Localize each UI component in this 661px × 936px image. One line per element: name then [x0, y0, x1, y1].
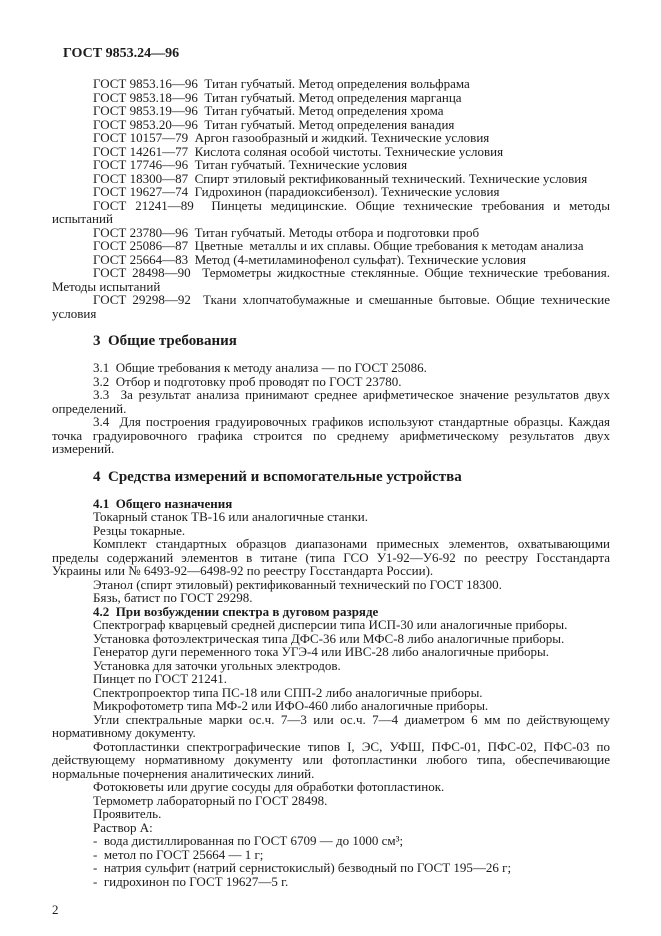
subsection-4-1-heading: 4.1 Общего назначения [93, 495, 233, 511]
reference-item-9: ГОСТ 19627—74 Гидрохинон (парадиоксибензол). Технические условия [93, 184, 500, 199]
reference-item-11: ГОСТ 23780—96 Титан губчатый. Методы отбора и подготовки проб [93, 224, 480, 240]
paragraph-4-1-b: Резцы токарные. [93, 522, 186, 538]
paragraph-3-4: 3.4 Для построения градуировочных графиков используют стандартные образцы. Каждая точка градуировочного графика строится по среднему арифметическому результатов двух измерений. [52, 414, 614, 456]
reference-item-7: ГОСТ 17746—96 Титан губчатый. Технические условия [93, 157, 408, 172]
solution-item-2: - метол по ГОСТ 25664 — 1 г; [93, 846, 264, 862]
reference-item-2: ГОСТ 9853.18—96 Титан губчатый. Метод определения марганца [93, 89, 462, 105]
section-3-body [52, 360, 614, 456]
paragraph-4-2-i: Фотопластинки спектрографические типов I, ЭС, УФШ, ПФС-01, ПФС-02, ПФС-03 по действующему нормативному документу или фотопластинки любого типа, обеспечивающие нормальные почернения аналитических линий. [52, 738, 614, 781]
reference-item-6: ГОСТ 14261—77 Кислота соляная особой чистоты. Технические условия [93, 143, 504, 159]
solution-item-1: - вода дистиллированная по ГОСТ 6709 — до 1000 см³; [93, 833, 404, 848]
document-header: ГОСТ 9853.24—96 [63, 46, 180, 61]
reference-item-12: ГОСТ 25086—87 Цветные металлы и их сплавы. Общие требования к методам анализа [93, 238, 584, 253]
paragraph-4-1-c: Комплект стандартных образцов диапазонами примесных элементов, охватывающими пределы содержаний элементов в титане (типа ГСО У1-92—У6-92 по реестру Госстандарта Украины или № 6493-92—6498-92 по реестру Госстандарта России). [52, 536, 614, 578]
paragraph-4-2-a: Спектрограф кварцевый средней дисперсии типа ИСП-30 или аналогичные приборы. [93, 617, 568, 632]
reference-item-8: ГОСТ 18300—87 Спирт этиловый ректификованный технический. Технические условия [93, 170, 588, 186]
paragraph-4-2-f: Спектропроектор типа ПС-18 или СПП-2 либо аналогичные приборы. [93, 684, 483, 700]
paragraph-4-2-e: Пинцет по ГОСТ 21241. [93, 671, 228, 686]
paragraph-4-2-m: Раствор А: [93, 819, 153, 835]
paragraph-4-1-e: Бязь, батист по ГОСТ 29298. [93, 590, 253, 605]
paragraph-4-1-d: Этанол (спирт этиловый) ректификованный технический по ГОСТ 18300. [93, 576, 502, 592]
reference-item-1: ГОСТ 9853.16—96 Титан губчатый. Метод определения вольфрама [93, 76, 470, 91]
paragraph-4-2-h: Угли спектральные марки ос.ч. 7—3 или ос.ч. 7—4 диаметром 6 мм по действующему нормативному документу. [52, 711, 614, 740]
reference-item-10: ГОСТ 21241—89 Пинцеты медицинские. Общие технические требования и методы испытаний [52, 197, 614, 226]
paragraph-4-2-l: Проявитель. [93, 806, 162, 821]
reference-item-14: ГОСТ 28498—90 Термометры жидкостные стеклянные. Общие технические требования. Методы испытаний [52, 265, 614, 294]
reference-item-4: ГОСТ 9853.20—96 Титан губчатый. Метод определения ванадия [93, 116, 455, 132]
section-3-heading: 3 Общие требования [93, 333, 237, 349]
section-4-heading: 4 Средства измерений и вспомогательные устройства [93, 468, 462, 485]
paragraph-4-2-b: Установка фотоэлектрическая типа ДФС-36 или МФС-8 либо аналогичные приборы. [93, 630, 565, 646]
page-number: 2 [52, 902, 59, 917]
references-list [52, 76, 614, 321]
paragraph-4-2-c: Генератор дуги переменного тока УГЭ-4 или ИВС-28 либо аналогичные приборы. [93, 644, 549, 659]
solution-item-4: - гидрохинон по ГОСТ 19627—5 г. [93, 873, 289, 889]
reference-item-13: ГОСТ 25664—83 Метод (4-метиламинофенол сульфат). Технические условия [93, 251, 526, 267]
paragraph-4-2-d: Установка для заточки угольных электродов. [93, 657, 341, 673]
paragraph-4-2-g: Микрофотометр типа МФ-2 или ИФО-460 либо аналогичные приборы. [93, 698, 489, 713]
solution-item-3: - натрия сульфит (натрий сернистокислый) безводный по ГОСТ 195—26 г; [93, 860, 512, 875]
reference-item-3: ГОСТ 9853.19—96 Титан губчатый. Метод определения хрома [93, 103, 444, 118]
reference-item-15: ГОСТ 29298—92 Ткани хлопчатобумажные и смешанные бытовые. Общие технические условия [52, 292, 614, 321]
subsection-4-2 [52, 603, 614, 889]
paragraph-3-2: 3.2 Отбор и подготовку проб проводят по ГОСТ 23780. [93, 373, 402, 389]
paragraph-3-1: 3.1 Общие требования к методу анализа — по ГОСТ 25086. [93, 360, 427, 375]
paragraph-4-1-a: Токарный станок ТВ-16 или аналогичные станки. [93, 509, 368, 524]
paragraph-3-3: 3.3 За результат анализа принимают среднее арифметическое значение результатов двух определений. [52, 387, 614, 416]
paragraph-4-2-k: Термометр лабораторный по ГОСТ 28498. [93, 792, 328, 808]
subsection-4-1 [52, 495, 614, 605]
reference-item-5: ГОСТ 10157—79 Аргон газообразный и жидкий. Технические условия [93, 130, 490, 145]
paragraph-4-2-j: Фотокюветы или другие сосуды для обработки фотопластинок. [93, 779, 445, 794]
subsection-4-2-heading: 4.2 При возбуждении спектра в дуговом разряде [93, 603, 379, 619]
